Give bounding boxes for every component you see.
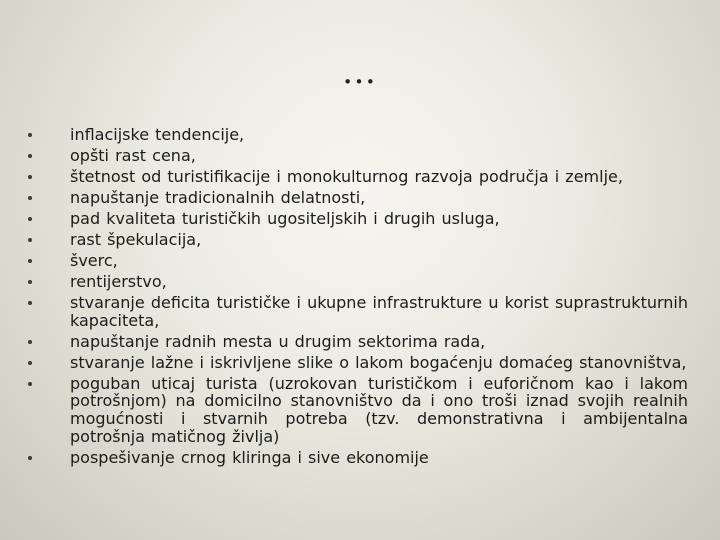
list-item xyxy=(28,168,688,186)
list-item-text: stvaranje lažne i iskrivljene slike o lakom bogaćenju domaćeg stanovništva, xyxy=(70,352,687,372)
list-item xyxy=(28,252,688,270)
list-item-text: rast špekulacija, xyxy=(70,229,202,249)
bullet-dot-icon xyxy=(28,196,32,200)
list-item-text: pad kvaliteta turističkih ugositeljskih i drugih usluga, xyxy=(70,208,500,228)
bullet-dot-icon xyxy=(28,154,32,158)
list-item-text: poguban uticaj turista (uzrokovan turističkom i euforičnom kao i lakom potrošnjom) na domicilno stanovništvo da i ono troši iznad svojih realnih mogućnosti i stvarnih potreba (tzv. demonstrativna i ambijentalna potrošnja matičnog življa) xyxy=(70,373,688,447)
list-item xyxy=(28,354,688,372)
list-item xyxy=(28,189,688,207)
list-item-text: štetnost od turistifikacije i monokulturnog razvoja područja i zemlje, xyxy=(70,166,623,186)
list-item xyxy=(28,375,688,446)
list-item xyxy=(28,147,688,165)
list-item xyxy=(28,333,688,351)
list-item-text: opšti rast cena, xyxy=(70,145,196,165)
bullet-list xyxy=(28,126,688,470)
list-item xyxy=(28,126,688,144)
list-item-text: stvaranje deficita turističke i ukupne infrastrukture u korist suprastrukturnih kapaciteta, xyxy=(70,292,688,330)
bullet-dot-icon xyxy=(28,259,32,263)
bullet-dot-icon xyxy=(28,382,32,386)
list-item xyxy=(28,273,688,291)
list-item-text: napuštanje radnih mesta u drugim sektorima rada, xyxy=(70,331,486,351)
slide-title: … xyxy=(342,52,378,92)
bullet-dot-icon xyxy=(28,133,32,137)
list-item xyxy=(28,231,688,249)
bullet-dot-icon xyxy=(28,280,32,284)
list-item-text: šverc, xyxy=(70,250,118,270)
bullet-dot-icon xyxy=(28,217,32,221)
bullet-dot-icon xyxy=(28,456,32,460)
list-item xyxy=(28,210,688,228)
list-item-text: rentijerstvo, xyxy=(70,271,167,291)
bullet-dot-icon xyxy=(28,340,32,344)
list-item xyxy=(28,294,688,330)
list-item xyxy=(28,449,688,467)
list-item-text: pospešivanje crnog kliringa i sive ekonomije xyxy=(70,448,429,467)
list-item-text: inflacijske tendencije, xyxy=(70,125,245,144)
bullet-dot-icon xyxy=(28,238,32,242)
bullet-dot-icon xyxy=(28,301,32,305)
bullet-dot-icon xyxy=(28,175,32,179)
list-item-text: napuštanje tradicionalnih delatnosti, xyxy=(70,187,366,207)
bullet-dot-icon xyxy=(28,361,32,365)
